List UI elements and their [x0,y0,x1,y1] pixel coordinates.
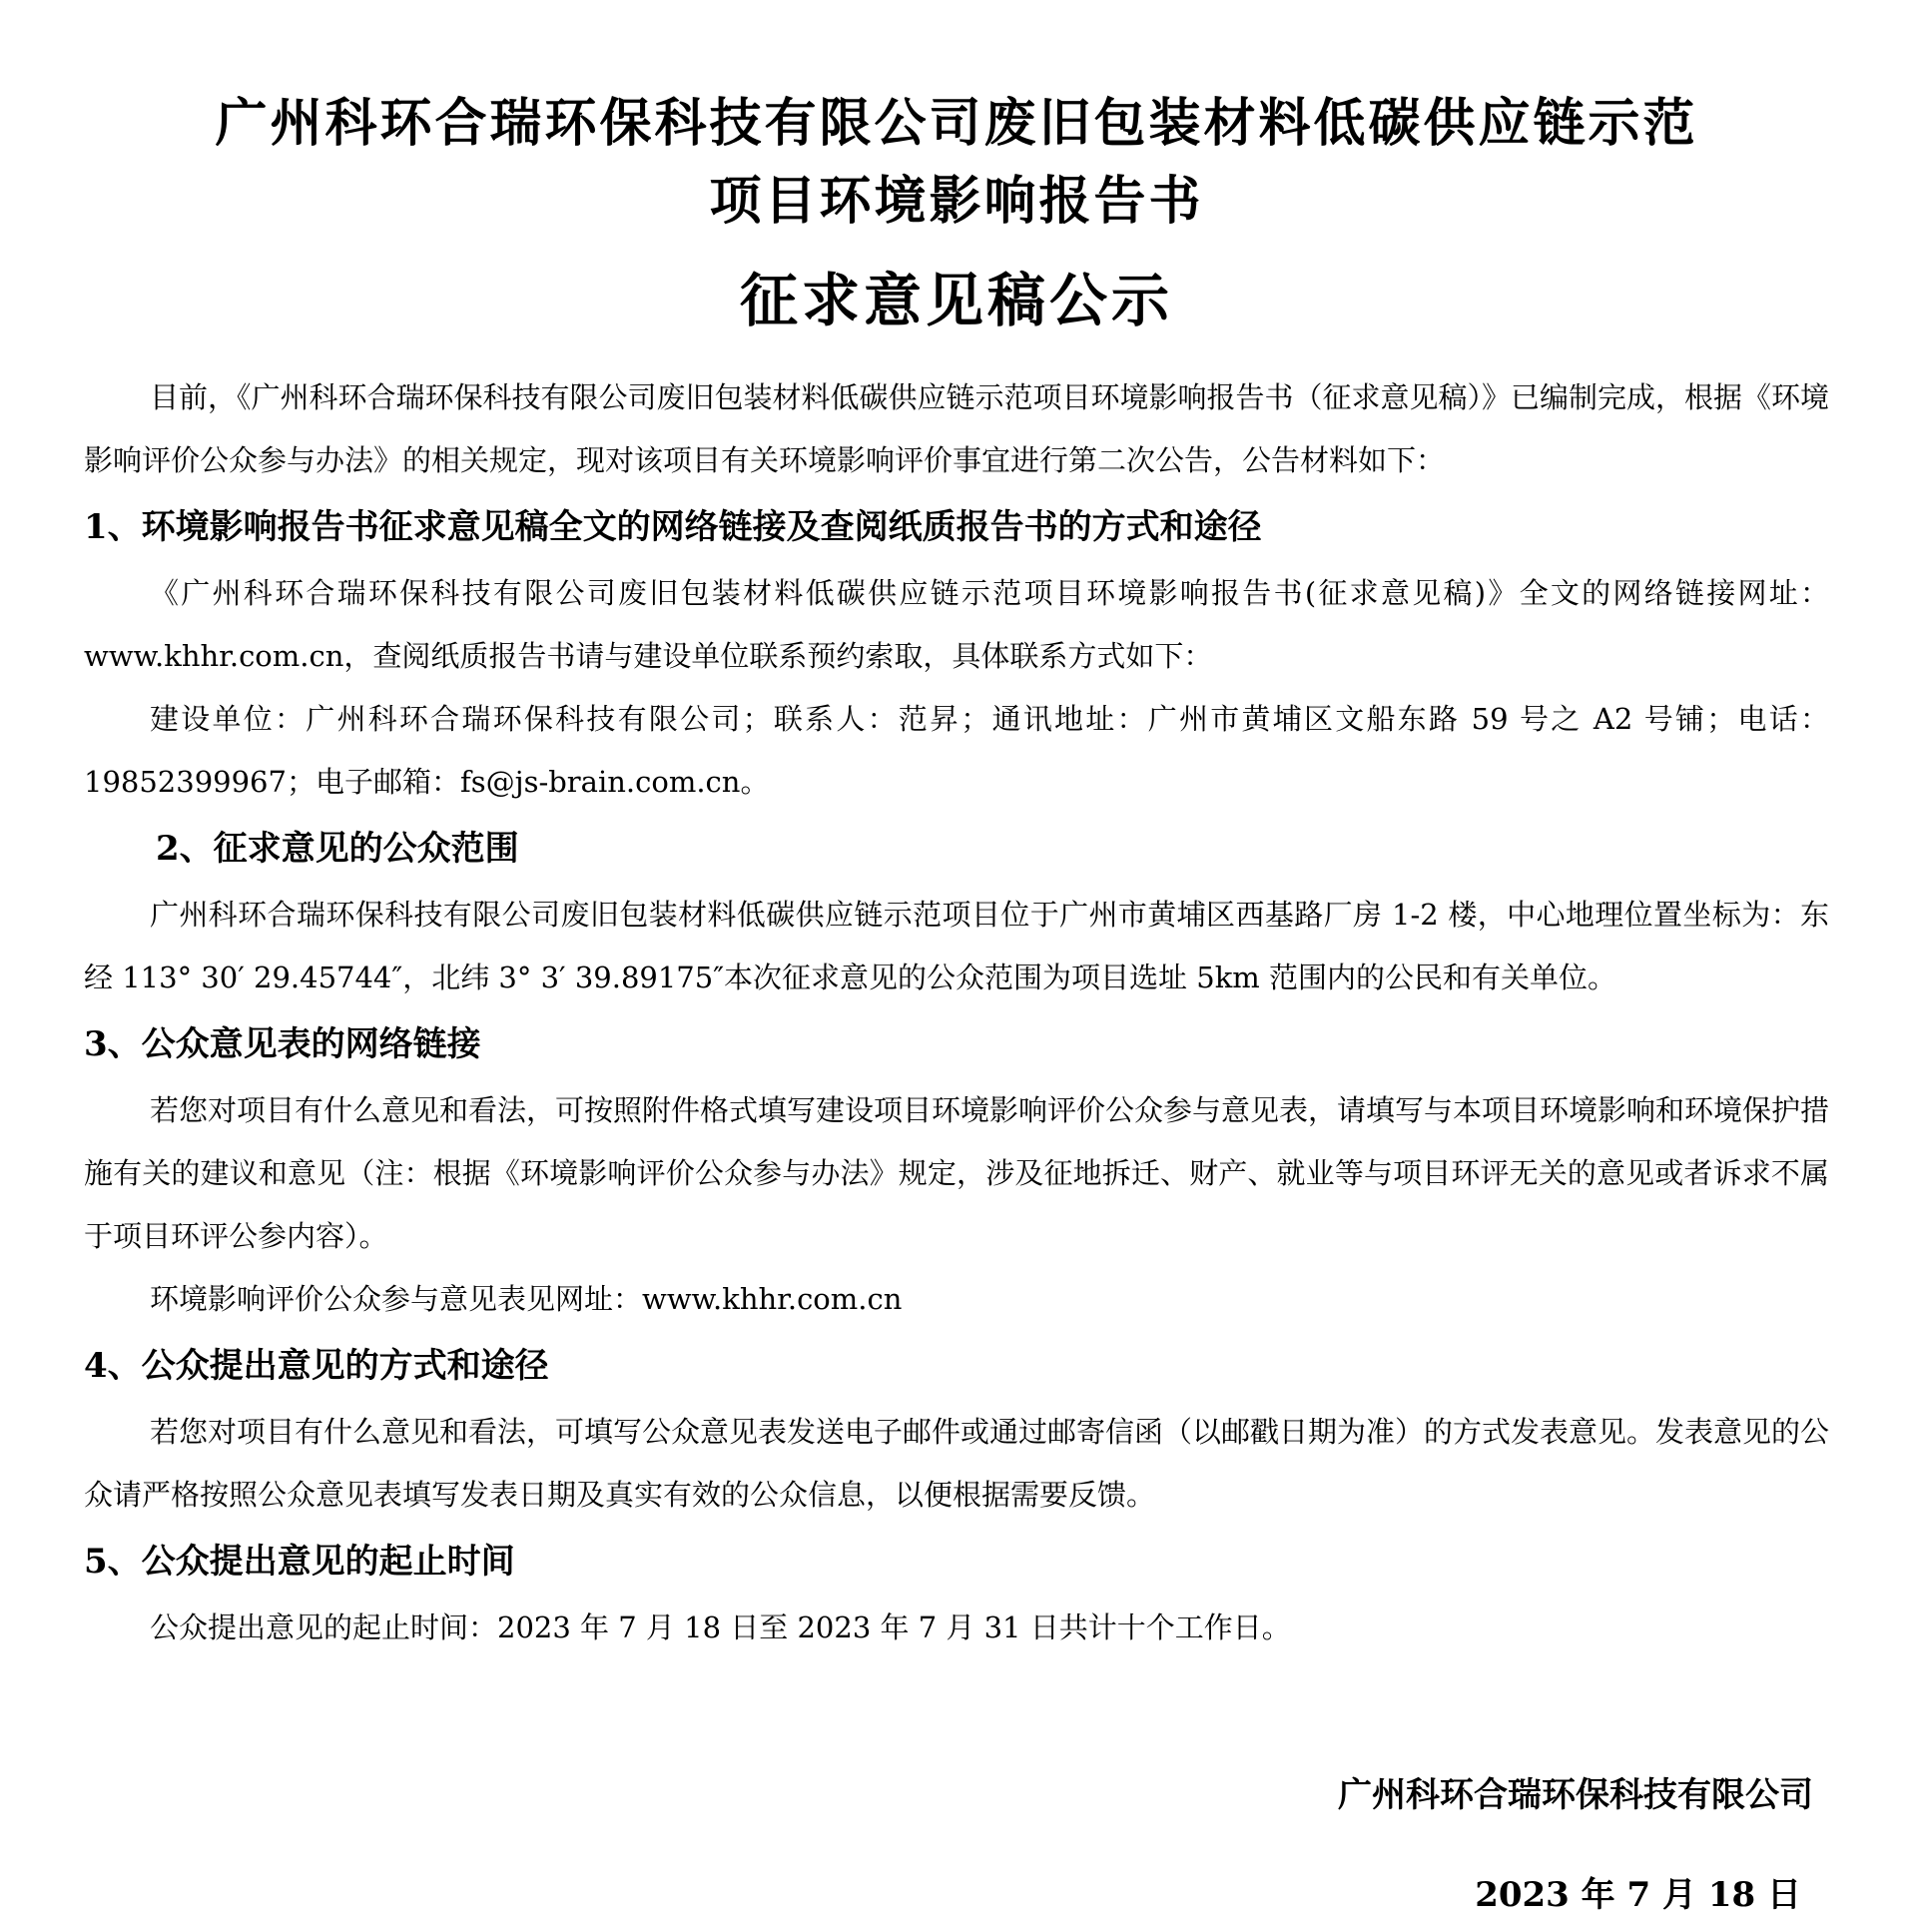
section-5-heading: 5、公众提出意见的起止时间 [84,1542,515,1582]
document-subtitle: 征求意见稿公示 [739,267,1173,334]
section-1 [84,494,1829,814]
document-title-line2: 项目环境影响报告书 [709,171,1204,232]
section-5-paragraph-1: 公众提出意见的起止时间：2023 年 7 月 18 日至 2023 年 7 月 31 日共计十个工作日。 [150,1610,1291,1644]
intro-paragraph: 目前，《广州科环合瑞环保科技有限公司废旧包装材料低碳供应链示范项目环境影响报告书（征求意见稿）》已编制完成，根据《环境影响评价公众参与办法》的相关规定，现对该项目有关环境影响评价事宜进行第二次公告，公告材料如下： [84,380,1830,477]
section-1-paragraph-2: 建设单位：广州科环合瑞环保科技有限公司；联系人：范昇；通讯地址：广州市黄埔区文船东路 59 号之 A2 号铺；电话：19852399967；电子邮箱：fs@js-brain.com.cn。 [84,702,1829,799]
section-5 [84,1529,1829,1659]
section-3 [84,1011,1829,1331]
section-2-heading: 2、征求意见的公众范围 [156,829,519,869]
section-3-heading: 3、公众意见表的网络链接 [84,1024,481,1064]
section-4-paragraph-1: 若您对项目有什么意见和看法，可填写公众意见表发送电子邮件或通过邮寄信函（以邮戳日期为准）的方式发表意见。发表意见的公众请严格按照公众意见表填写发表日期及真实有效的公众信息，以便根据需要反馈。 [84,1415,1830,1512]
section-4 [84,1333,1829,1527]
section-1-heading: 1、环境影响报告书征求意见稿全文的网络链接及查阅纸质报告书的方式和途径 [84,507,1262,547]
document-title-line1: 广州科环合瑞环保科技有限公司废旧包装材料低碳供应链示范 [215,93,1698,154]
signature-company: 广州科环合瑞环保科技有限公司 [1338,1775,1813,1815]
section-2 [84,816,1829,1009]
section-1-paragraph-1: 《广州科环合瑞环保科技有限公司废旧包装材料低碳供应链示范项目环境影响报告书(征求意见稿)》全文的网络链接网址：www.khhr.com.cn，查阅纸质报告书请与建设单位联系预约索取，具体联系方式如下： [84,576,1829,673]
section-3-paragraph-1: 若您对项目有什么意见和看法，可按照附件格式填写建设项目环境影响评价公众参与意见表，请填写与本项目环境影响和环境保护措施有关的建议和意见（注：根据《环境影响评价公众参与办法》规定，涉及征地拆迁、财产、就业等与项目环评无关的意见或者诉求不属于项目环评公参内容）。 [84,1093,1830,1253]
section-4-heading: 4、公众提出意见的方式和途径 [84,1346,549,1386]
signature-date: 2023 年 7 月 18 日 [1475,1875,1801,1915]
section-2-paragraph-1: 广州科环合瑞环保科技有限公司废旧包装材料低碳供应链示范项目位于广州市黄埔区西基路厂房 1-2 楼，中心地理位置坐标为：东经 113° 30′ 29.45744″，北纬 3° 3′ 39.89175″本次征求意见的公众范围为项目选址 5km 范围内的公民和有关单位。 [84,898,1829,994]
section-3-paragraph-2: 环境影响评价公众参与意见表见网址：www.khhr.com.cn [150,1282,903,1316]
